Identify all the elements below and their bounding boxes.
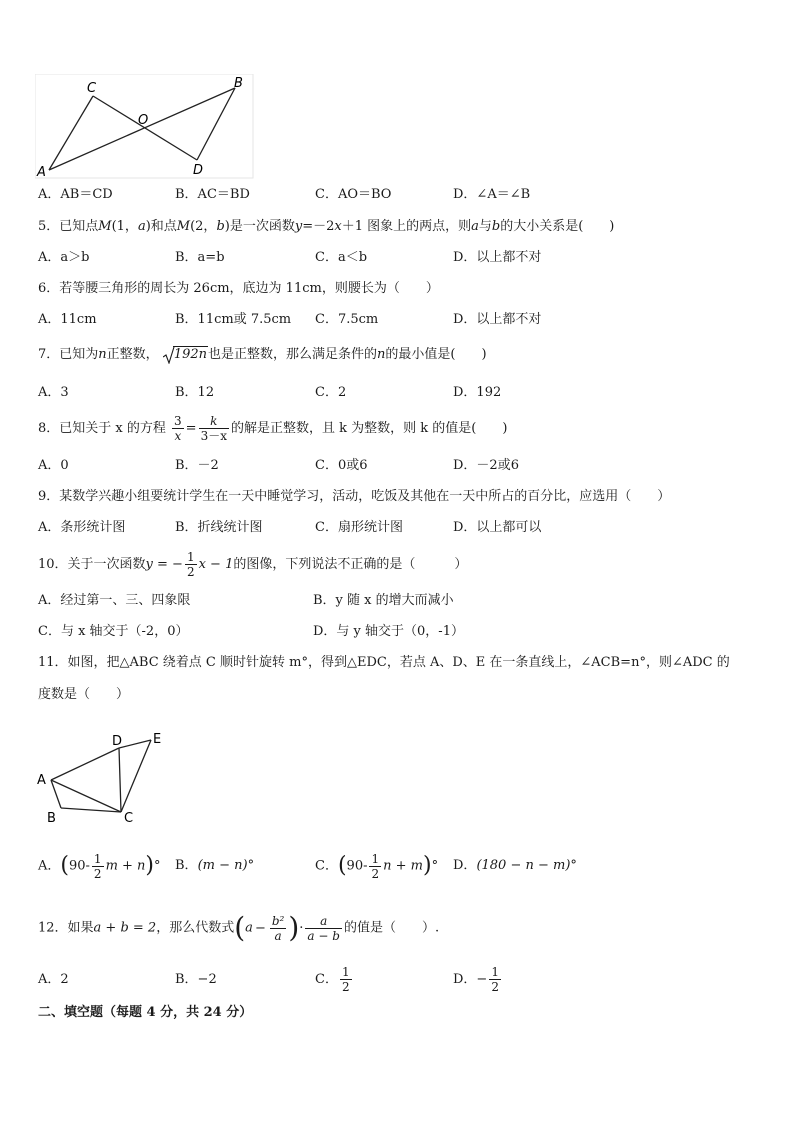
- q9-option-c: C．扇形统计图: [315, 520, 403, 535]
- q10-option-a: A．经过第一、三、四象限: [38, 593, 191, 608]
- point-label-A: A: [37, 773, 46, 788]
- q5-option-d: D．以上都不对: [453, 250, 542, 265]
- question-7: 7．已知为n正整数， 192n也是正整数，那么满足条件的n的最小值是( ): [38, 345, 487, 365]
- question-5: 5．已知点M(1，a)和点M(2，b)是一次函数y=－2x＋1 图象上的两点，则a与b的大小关系是( ): [38, 219, 615, 234]
- point-label-E: E: [153, 732, 162, 747]
- q4-option-d: D．∠A＝∠B: [453, 187, 531, 202]
- q7-option-a: A．3: [38, 385, 69, 400]
- q9-option-d: D．以上都可以: [453, 520, 542, 535]
- point-label-B: B: [47, 811, 56, 825]
- q12-option-a: A．2: [38, 972, 69, 987]
- q8-option-b: B．－2: [175, 458, 219, 473]
- q7-option-b: B．12: [175, 385, 215, 400]
- q5-option-c: C．a＜b: [315, 250, 368, 265]
- q7-option-c: C．2: [315, 385, 347, 400]
- question-11-line-2: 度数是（ ）: [38, 687, 130, 702]
- q5-option-b: B．a=b: [175, 250, 225, 265]
- q11-option-a: A．(90- $\frac{1}{2}$ m + n)°: [38, 851, 161, 881]
- question-10: 10．关于一次函数y = − $\frac{1}{2}$ x − 1的图像，下列说法不正确的是（ ）: [38, 550, 468, 579]
- question-9: 9．某数学兴趣小组要统计学生在一天中睡觉学习，活动，吃饭及其他在一天中所占的百分比，应选用（ ）: [38, 489, 671, 504]
- q4-option-b: B．AC＝BD: [175, 187, 250, 202]
- question-11-line-1: 11．如图，把△ABC 绕着点 C 顺时针旋转 m°，得到△EDC，若点 A、D、E 在一条直线上，∠ACB=n°，则∠ADC 的: [38, 655, 730, 670]
- section-heading-fill-in: 二、填空题（每题 4 分，共 24 分）: [38, 1005, 253, 1020]
- q11-option-c: C．(90- $\frac{1}{2}$ n + m)°: [315, 851, 439, 881]
- question-8: 8．已知关于 x 的方程 $\frac{3}{x}$ = $\frac{k}{3-x}$ 的解是正整数，且 k 为整数，则 k 的值是( ): [38, 414, 508, 443]
- q8-option-c: C．0或6: [315, 458, 368, 473]
- q9-option-a: A．条形统计图: [38, 520, 126, 535]
- point-label-A: A: [37, 165, 46, 180]
- q6-option-c: C．7.5cm: [315, 312, 379, 327]
- q6-option-a: A．11cm: [38, 312, 97, 327]
- point-label-D: D: [112, 734, 123, 749]
- q5-option-a: A．a＞b: [38, 250, 90, 265]
- point-label-C: C: [87, 81, 97, 96]
- question-12: 12．如果a + b = 2，那么代数式(a − $\frac{\text{b²}}{a}$ )· $\frac{a}{a - b}$ 的值是（ ）.: [38, 911, 440, 944]
- q11-option-b: B．(m − n)°: [175, 858, 255, 873]
- fraction-one-half: $\frac{1}{2}$: [186, 550, 195, 579]
- q6-option-d: D．以上都不对: [453, 312, 542, 327]
- fraction-k-over-3-minus-x: $\frac{k}{3-x}$: [200, 414, 227, 443]
- q10-option-d: D．与 y 轴交于（0，-1）: [313, 624, 464, 639]
- point-label-O: O: [138, 113, 149, 128]
- point-label-B: B: [234, 76, 243, 91]
- q10-option-b: B．y 随 x 的增大而减小: [313, 593, 454, 608]
- q8-option-a: A．0: [38, 458, 69, 473]
- q4-option-c: C．AO＝BO: [315, 187, 392, 202]
- q11-option-d: D．(180 − n − m)°: [453, 858, 577, 873]
- q8-option-d: D．－2或6: [453, 458, 519, 473]
- point-label-D: D: [193, 163, 204, 178]
- point-label-C: C: [124, 811, 134, 825]
- question-6: 6．若等腰三角形的周长为 26cm，底边为 11cm，则腰长为（ ）: [38, 281, 439, 296]
- q12-option-b: B．−2: [175, 972, 217, 987]
- q4-option-a: A．AB＝CD: [38, 187, 113, 202]
- fraction-3-over-x: $\frac{3}{x}$: [174, 414, 182, 443]
- figure-crossing-triangles: [35, 74, 255, 180]
- q6-option-b: B．11cm或 7.5cm: [175, 312, 292, 327]
- q12-option-d: D．− $\frac{1}{2}$: [453, 965, 499, 994]
- sqrt-expression: 192n: [163, 345, 208, 365]
- q9-option-b: B．折线统计图: [175, 520, 263, 535]
- q10-option-c: C．与 x 轴交于（-2，0）: [38, 624, 189, 639]
- q12-option-c: C． $\frac{1}{2}$: [315, 965, 350, 994]
- q7-option-d: D．192: [453, 385, 502, 400]
- figure-rotated-triangles: [35, 730, 175, 825]
